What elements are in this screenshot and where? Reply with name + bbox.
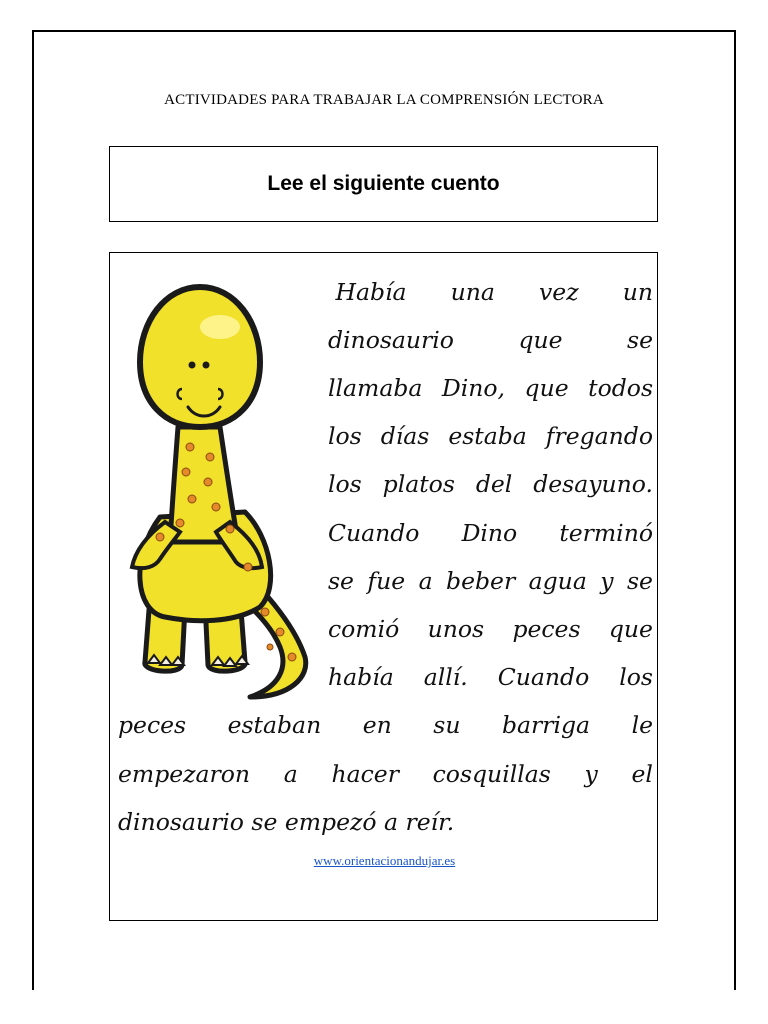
story-word: se: [328, 567, 354, 595]
story-word: Cuando: [328, 519, 420, 547]
story-word: el: [631, 760, 653, 788]
story-word: Dino: [461, 519, 518, 547]
worksheet-title: Lee el siguiente cuento: [267, 172, 500, 195]
story-word: había: [328, 663, 394, 691]
story-word: fue: [367, 567, 406, 595]
story-line: [328, 605, 653, 654]
story-line: [328, 412, 653, 461]
story-word: y: [584, 760, 598, 788]
story-word: un: [622, 278, 653, 306]
story-word: Había: [328, 278, 407, 306]
story-line: [328, 557, 653, 606]
story-word: en: [362, 711, 392, 739]
story-word: unos: [427, 615, 485, 643]
story-word: vez: [539, 278, 579, 306]
story-word: hacer: [331, 760, 399, 788]
story-word: fregando: [545, 422, 653, 450]
story-line: [328, 653, 653, 702]
story-word: estaba: [448, 422, 527, 450]
story-word: una: [450, 278, 495, 306]
story-line: [328, 316, 653, 365]
story-word: le: [631, 711, 653, 739]
dinosaur-illustration: [120, 267, 325, 707]
story-word: los: [619, 663, 653, 691]
story-word: desayuno.: [533, 470, 653, 498]
story-word: se: [626, 567, 653, 595]
story-word: y: [600, 567, 614, 595]
story-word: Cuando: [497, 663, 590, 691]
story-word: todos: [588, 374, 653, 402]
story-word: platos: [382, 470, 455, 498]
story-word: que: [524, 374, 569, 402]
story-line: [328, 460, 653, 509]
story-word: Dino,: [441, 374, 506, 402]
story-line: [328, 364, 653, 413]
story-word: los: [328, 422, 362, 450]
story-line: [118, 798, 653, 847]
story-word: agua: [528, 567, 587, 595]
worksheet-header: ACTIVIDADES PARA TRABAJAR LA COMPRENSIÓN LECTORA: [164, 92, 604, 108]
story-line: [118, 701, 653, 750]
story-word: comió: [328, 615, 400, 643]
story-word: barriga: [501, 711, 591, 739]
story-box: [109, 252, 658, 921]
story-line: [328, 268, 653, 317]
story-word: días: [380, 422, 430, 450]
story-word: terminó: [559, 519, 653, 547]
story-word: del: [475, 470, 513, 498]
story-word: a: [418, 567, 433, 595]
story-word: su: [433, 711, 461, 739]
story-word: peces: [512, 615, 581, 643]
story-word: los: [328, 470, 362, 498]
story-line-text: dinosaurio se empezó a reír.: [118, 808, 455, 836]
story-word: que: [608, 615, 653, 643]
story-word: a: [283, 760, 298, 788]
story-word: allí.: [423, 663, 468, 691]
story-word: se: [627, 326, 653, 354]
story-word: dinosaurio: [328, 326, 454, 354]
story-word: llamaba: [328, 374, 423, 402]
title-box: [109, 146, 658, 222]
story-word: estaban: [227, 711, 322, 739]
website-link[interactable]: www.orientacionandujar.es: [313, 853, 456, 868]
story-word: cosquillas: [432, 760, 551, 788]
story-word: peces: [118, 711, 187, 739]
story-word: empezaron: [118, 760, 251, 788]
story-line: [328, 509, 653, 558]
story-line: [118, 750, 653, 799]
story-word: beber: [446, 567, 516, 595]
story-word: que: [518, 326, 563, 354]
